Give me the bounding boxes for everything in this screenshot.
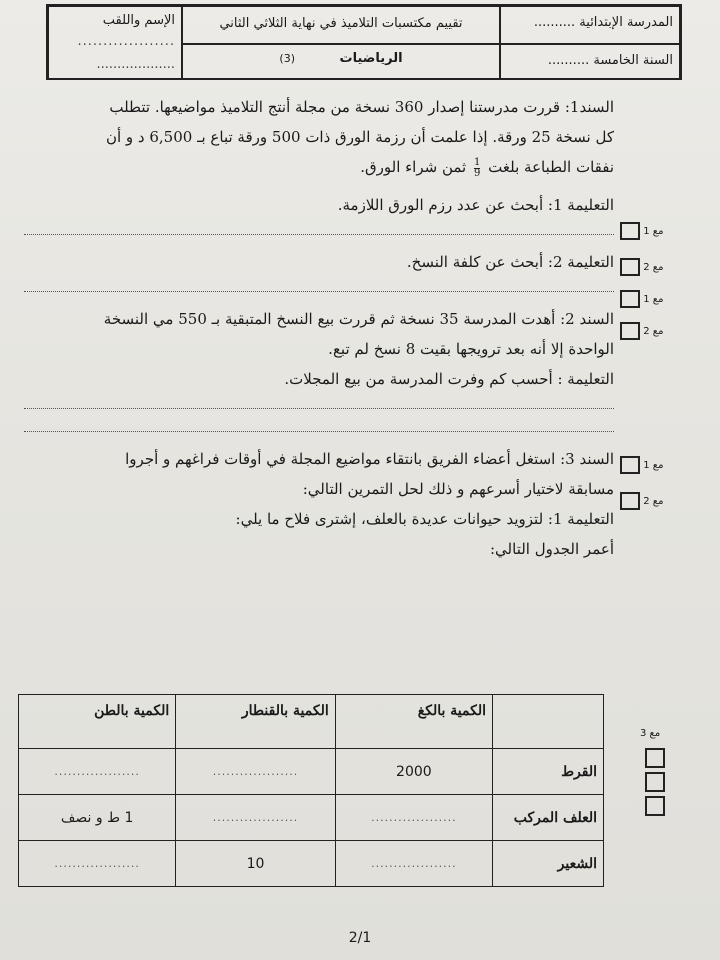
situation3-task: التعليمة 1: لتزويد حيوانات عديدة بالعلف، إشترى فلاح ما يلي: [235,510,614,528]
situation1-line-c [20,152,614,182]
fraction-numerator: 1 [474,156,481,168]
criterion-box-5 [620,456,665,474]
criterion-label: مع 1 [643,459,664,471]
situation3-line-b: مسابقة لاختيار أسرعهم و ذلك لحل التمرين التالي: [302,480,614,498]
score-box[interactable] [645,772,665,792]
criterion-label: مع 2 [643,495,664,507]
score-box[interactable] [620,258,640,276]
cell-ton[interactable]: ................... [19,841,176,887]
exam-body [20,92,614,564]
answer-line[interactable] [24,398,614,409]
score-box[interactable] [645,748,665,768]
school-label: المدرسة الإبتدائية .......... [500,6,680,44]
situation1-line-c1: نفقات الطباعة بلغت [488,158,614,176]
conversion-table [18,694,604,887]
score-box[interactable] [620,290,640,308]
criterion-box-2 [620,258,665,276]
cell-ton[interactable]: ................... [19,749,176,795]
criterion-box-4 [620,322,665,340]
name-cell [48,6,182,79]
score-box[interactable] [620,492,640,510]
criterion-label: مع 1 [643,293,664,305]
cell-kg[interactable]: ................... [335,795,492,841]
answer-line[interactable] [24,281,614,292]
situation3-line-a: السند 3: استغل أعضاء الفريق بانتقاء مواضيع المجلة في أوقات فراغهم و أجروا [125,450,614,468]
subject-cell [182,44,500,79]
score-box[interactable] [620,456,640,474]
criterion-label: مع 2 [643,325,664,337]
situation3-instruction: أعمر الجدول التالي: [490,540,614,558]
subject-number: (3) [279,52,296,65]
table-header-row [19,695,604,749]
cell-ton: 1 ط و نصف [19,795,176,841]
cell-quintal[interactable]: ................... [176,795,335,841]
criterion-label: مع 2 [643,261,664,273]
cell-kg: 2000 [335,749,492,795]
table-row [19,749,604,795]
page-number: 2/1 [348,930,372,946]
table-header-ton: الكمية بالطن [19,695,176,749]
fraction-denominator: 9 [474,167,481,179]
score-box[interactable] [620,222,640,240]
cell-kg[interactable]: ................... [335,841,492,887]
fraction [474,158,480,179]
exam-title: تقييم مكتسبات التلاميذ في نهاية الثلاثي الثاني [182,6,500,44]
criterion-stack-3 [645,748,671,820]
row-label: القرط [493,749,604,795]
answer-line[interactable] [24,224,614,235]
situation2-line-a: السند 2: أهدت المدرسة 35 نسخة ثم قررت بيع النسخ المتبقية بـ 550 مي النسخة [103,310,614,328]
answer-line[interactable] [24,421,614,432]
table-row [19,841,604,887]
name-label: الإسم واللقب [102,13,175,28]
criterion-box-3 [620,290,665,308]
table-row [19,795,604,841]
situation1-task2: التعليمة 2: أبحث عن كلفة النسخ. [406,253,614,271]
row-label: العلف المركب [493,795,604,841]
row-label: الشعير [493,841,604,887]
score-box[interactable] [645,796,665,816]
situation2-line-b: الواحدة إلا أنه بعد ترويجها بقيت 8 نسخ لم تبع. [328,340,614,358]
situation1-task1: التعليمة 1: أبحث عن عدد رزم الورق اللازمة. [337,196,614,214]
situation1-line-b: كل نسخة 25 ورقة. إذا علمت أن رزمة الورق ذات 500 ورقة تباع بـ 6,500 د و أن [105,128,614,146]
criterion-box-6 [620,492,665,510]
situation1-line-c2: ثمن شراء الورق. [360,158,467,176]
situation2-task: التعليمة : أحسب كم وفرت المدرسة من بيع المجلات. [284,370,614,388]
table-header-quintal: الكمية بالقنطار [176,695,335,749]
cell-quintal: 10 [176,841,335,887]
criterion-box-1 [620,222,665,240]
name-dots: ................... [77,34,175,49]
criterion-label-3: مع 3 [640,728,661,739]
criterion-label: مع 1 [643,225,664,237]
score-box[interactable] [620,322,640,340]
name-dots-2: ................... [96,57,175,72]
cell-quintal[interactable]: ................... [176,749,335,795]
table-header-kg: الكمية بالكغ [335,695,492,749]
header-box [46,4,682,80]
year-label: السنة الخامسة .......... [500,44,680,79]
table-header-corner [493,695,604,749]
situation1-line-a: السند1: قررت مدرستنا إصدار 360 نسخة من مجلة أنتج التلاميذ مواضيعها. تتطلب [109,98,614,116]
subject-label: الرياضيات [339,51,403,66]
